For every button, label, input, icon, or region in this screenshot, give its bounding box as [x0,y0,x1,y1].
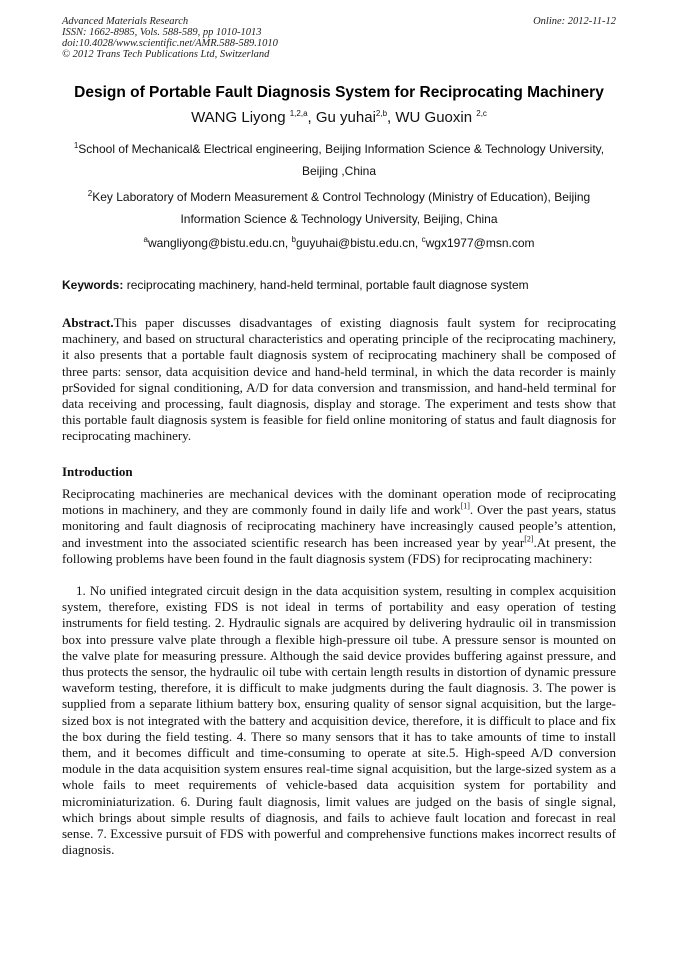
abstract [62,315,616,445]
abstract-label: Abstract. [62,315,114,330]
email-marker: c [421,235,426,244]
author-name: Gu yuhai [315,109,376,126]
intro-paragraph-2: 1. No unified integrated circuit design in the data acquisition system, resulting in complex acquisition system, therefore, existing FDS is not ideal in terms of portability and easy operation of testing instruments for field testing. 2. Hydraulic signals are acquired by delivering hydraulic oil in transmission box into pressure valve plate through a flexible high-pressure oil tube. A pressure sensor is mounted on the valve plate for measuring pressure. Although the said device provides buffering against pressure, and thus protects the sensor, the hydraulic oil tube with certain length results in distortion of dynamic pressure waveform testing, therefore, it is difficult to make judgments during the fault diagnosis. 3. The power is supplied from a separate lithium battery box, ensuring quality of sensor signal acquisition, but the large-sized box is not integrated with the battery and acquisition device, therefore, it is difficult to place and fix the box during the field testing. 4. There so many sensors that it has to take amounts of time to install them, and it becomes difficult and time-consuming to operate at site.5. High-speed A/D conversion module in the data acquisition system ensures real-time signal acquisition, but the large-sized system as a whole fails to meet requirements of vehicle-based data acquisition system for portability and microminiaturization. 6. During fault diagnosis, limit values are judged on the basis of single signal, which brings about simple results of diagnosis, and fails to achieve fault location and forecast in real sense. 7. Excessive pursuit of FDS with powerful and comprehensive functions makes incorrect results of diagnosis. [62,583,616,858]
email-link[interactable]: wangliyong@bistu.edu.cn, [147,236,292,250]
author-affiliation-marker: 2,b [375,109,388,118]
affiliation-marker: 2 [87,189,93,198]
author-separator: , [387,109,396,126]
keywords [62,277,618,293]
paragraph-text: .At present, the following problems have been found in the fault diagnosis system (FDS) for reciprocating machinery: [62,534,616,566]
journal-name: Advanced Materials Research [62,16,189,27]
intro-paragraph-1 [62,486,616,567]
keywords-label: Keywords: [62,278,124,292]
copyright-line: © 2012 Trans Tech Publications Ltd, Switzerland [62,49,270,60]
author-separator: , [307,109,316,126]
paragraph-text: Reciprocating machineries are mechanical devices with the dominant operation mode of reciprocating motions in machinery, and they are commonly found in daily life and work [62,486,616,518]
author-affiliation-marker: 2,c [476,109,487,118]
affiliation-2 [70,186,608,230]
affiliation-1 [70,138,608,182]
author-list [20,108,658,128]
author-affiliation-marker: 1,2,a [289,109,308,118]
affiliation-text: Key Laboratory of Modern Measurement & Control Technology (Ministry of Education), Beijing Information Science & Technology University, Beijing, China [92,190,591,226]
author-name: WU Guoxin [395,109,477,126]
keywords-text: reciprocating machinery, hand-held terminal, portable fault diagnose system [123,278,529,292]
issn-line: ISSN: 1662-8985, Vols. 588-589, pp 1010-1013 [62,27,262,38]
affiliation-text: School of Mechanical& Electrical engineering, Beijing Information Science & Technology University, Beijing ,China [78,142,605,178]
section-heading-introduction: Introduction [62,464,133,479]
online-date: Online: 2012-11-12 [533,16,616,27]
affiliation-marker: 1 [73,141,79,150]
email-link[interactable]: wgx1977@msn.com [425,236,535,250]
paragraph-text: . Over the past years, status monitoring and fault diagnosis of reciprocating machinery have increasingly caused people’s attention, and investment into the associated scientific research has been increased year by year [62,502,616,550]
email-marker: a [143,235,148,244]
author-emails [30,234,648,252]
paper-title: Design of Portable Fault Diagnosis System for Reciprocating Machinery [74,84,604,101]
journal-header [62,16,616,60]
email-marker: b [291,235,296,244]
author-name: WANG Liyong [191,109,290,126]
abstract-text: This paper discusses disadvantages of existing diagnosis fault system for reciprocating machinery, and based on structural characteristics and operating principle of the reciprocating machinery, it also presents that a portable fault diagnosis system of reciprocating machinery shall be composed of three parts: sensor, data acquisition device and hand-held terminal, in which the data recorder is mainly prSovided for signal conditioning, A/D for data conversion and transmission, and hand-held terminal for data receiving and processing, fault diagnosis, display and storage. The experiment and tests show that this portable fault diagnosis system is feasible for field online monitoring of status and fault diagnosis for reciprocating machinery. [62,315,616,444]
email-link[interactable]: guyuhai@bistu.edu.cn, [296,236,422,250]
citation-marker[interactable]: [1] [460,501,470,511]
doi-line[interactable]: doi:10.4028/www.scientific.net/AMR.588-589.1010 [62,38,278,49]
citation-marker[interactable]: [2] [524,534,534,544]
